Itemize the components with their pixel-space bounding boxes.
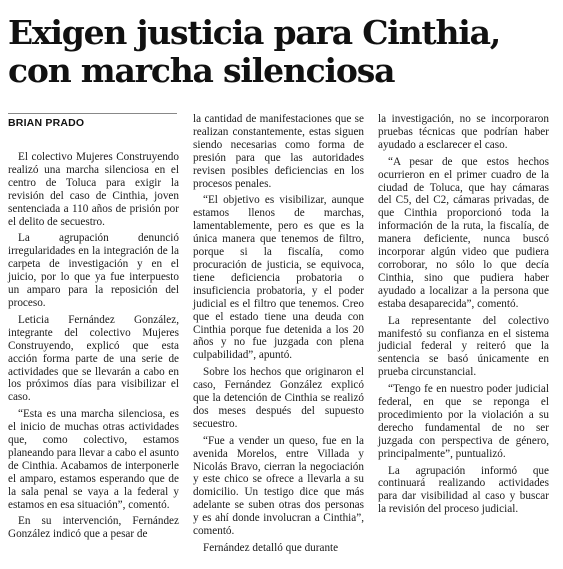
byline-divider bbox=[8, 113, 177, 114]
paragraph: Fernández detalló que durante bbox=[203, 542, 339, 554]
paragraph: Sobre los hechos que originaron el caso, Fernández González explicó que la detención de Cinthia se realizó dos meses después del supuesto secuestro. bbox=[193, 366, 364, 430]
text-column-3 bbox=[378, 113, 549, 520]
paragraph: “El objetivo es visibilizar, aunque estamos llenos de marchas, lamentablemente, pero es que es la única manera que tenemos de filtro, porque si la fiscalía, como procuración de justicia, se equivoca, tiene deficiencia probatoria o insuficiencia probatoria, y el poder judicial es el filtro que tenemos. Creo que el estado tiene una deuda con Cinthia porque fue detenida a los 20 años y no fue juzgada con plena culpabilidad”, apuntó. bbox=[193, 194, 364, 362]
author-byline: BRIAN PRADO bbox=[8, 117, 85, 129]
paragraph: La agrupación informó que continuará realizando actividades para dar visibilidad al caso y buscar la revisión del proceso judicial. bbox=[378, 464, 549, 516]
paragraph: “Tengo fe en nuestro poder judicial federal, en que se reponga el procedimiento por la violación a su derecho fundamental de no ser juzgada con perspectiva de género, principalmente”, puntualizó. bbox=[378, 383, 549, 460]
text-column-1 bbox=[8, 151, 179, 545]
paragraph: “A pesar de que estos hechos ocurrieron en el primer cuadro de la ciudad de Toluca, que hay cámaras del C5, del C2, cámaras privadas, de que Cinthia proporcionó toda la información de la ruta, la fiscalía, de manera deficiente, nunca buscó incorporar algún video que pudiera corroborar, no sólo lo que decía Cinthia, sino que pudiera haber ayudado a localizar a la persona que estaba desaparecida”, comentó. bbox=[378, 155, 549, 310]
paragraph: En su intervención, Fernández González indicó que a pesar de bbox=[8, 515, 179, 541]
headline-line-2: con marcha silenciosa bbox=[8, 51, 395, 90]
article-headline bbox=[8, 14, 556, 90]
paragraph: Leticia Fernández González, integrante del colectivo Mujeres Construyendo, explicó que esta acción forma parte de una serie de actividades que se llevarán a cabo en los próximos días para visibilizar el caso. bbox=[8, 313, 179, 404]
paragraph: El colectivo Mujeres Construyendo realizó una marcha silenciosa en el centro de Toluca para exigir la revisión del caso de Cinthia, joven sentenciada a 110 años de prisión por el delito de secuestro. bbox=[8, 151, 179, 228]
headline-line-1: Exigen justicia para Cinthia, bbox=[8, 13, 501, 52]
paragraph: La representante del colectivo manifestó su confianza en el sistema judicial federal y reiteró que la sentencia se basó únicamente en prueba circunstancial. bbox=[378, 314, 549, 379]
paragraph: la investigación, no se incorporaron pruebas técnicas que podrían haber ayudado a esclarecer el caso. bbox=[378, 113, 549, 151]
paragraph: La agrupación denunció irregularidades en la integración de la carpeta de investigación y en el juicio, por lo que ya fue interpuesto un amparo para la reposición del proceso. bbox=[8, 232, 179, 309]
paragraph: “Esta es una marcha silenciosa, es el inicio de muchas otras actividades que, como colectivo, estamos planeando para llevar a cabo el asunto de Cinthia. Acabamos de interponerle el amparo, estamos esperando que de la sala penal se vaya a la federal y estamos en esa situación”, comentó. bbox=[8, 408, 179, 511]
paragraph: “Fue a vender un queso, fue en la avenida Morelos, entre Villada y Nicolás Bravo, cierran la negociación y este chico se ofrece a llevarla a su domicilio. Un testigo dice que más adelante se suben otras dos personas y es ahí donde involucran a Cinthia”, comentó. bbox=[193, 434, 364, 538]
paragraph: la cantidad de manifestaciones que se realizan constantemente, estas siguen siendo necesarias como forma de presión para que las autoridades revisen posibles deficiencias en los procesos penales. bbox=[193, 113, 364, 190]
text-column-2 bbox=[193, 113, 364, 559]
